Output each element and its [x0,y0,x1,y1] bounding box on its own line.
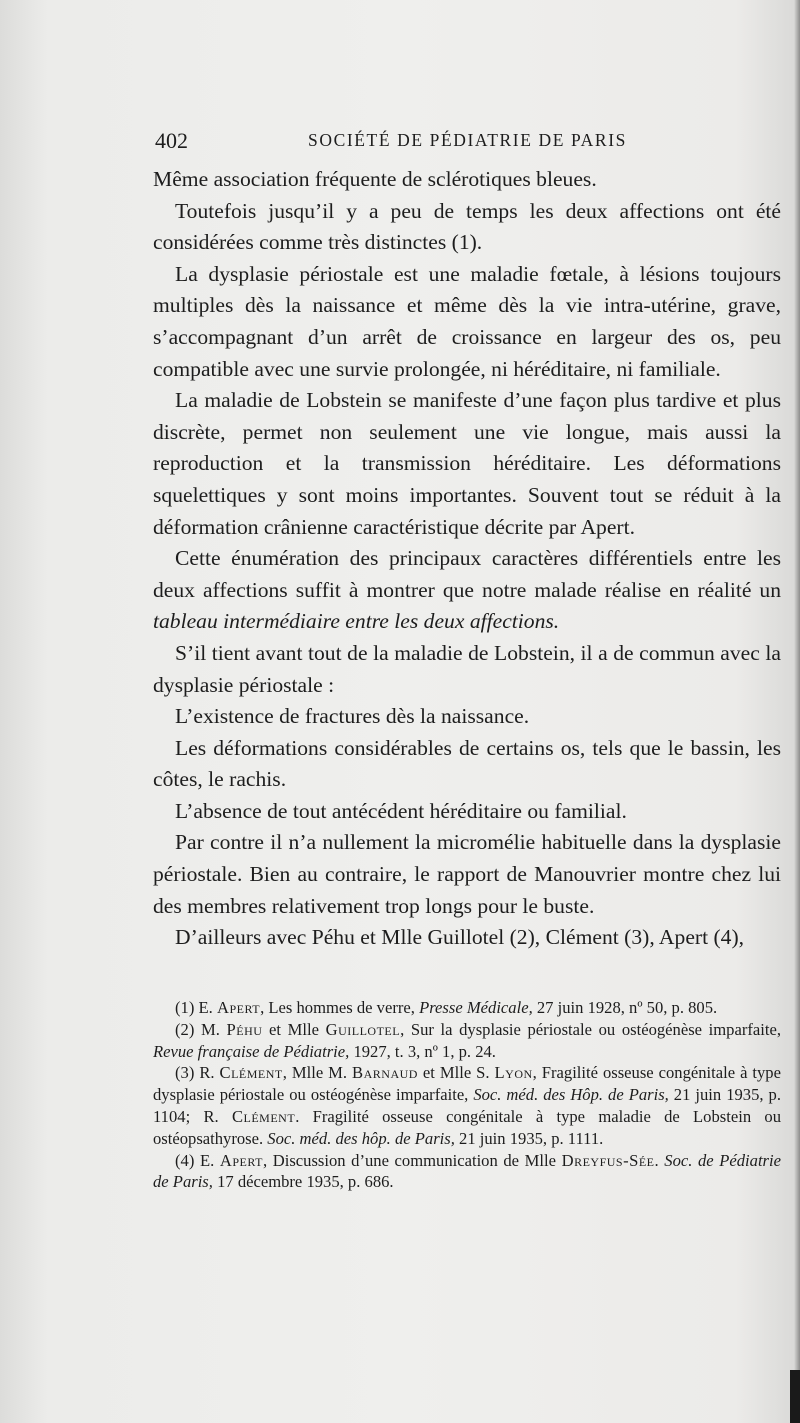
footnote-text: , Sur la dysplasie périostale ou ostéogénèse imparfaite, [400,1019,781,1039]
paragraph: L’existence de fractures dès la naissance. [175,704,530,729]
paragraph [153,543,781,638]
scan-edge-mark [790,1370,800,1423]
footnote-2 [153,1019,781,1063]
author-name: Guillotel [325,1019,401,1039]
body-text [153,164,781,954]
footnote-3 [153,1062,781,1149]
footnotes [153,997,781,1193]
author-name: Lyon [494,1063,533,1083]
footnote-text: et Mlle [262,1019,326,1039]
footnote-text: , Mlle M. [282,1063,353,1083]
paragraph: Même association fréquente de sclérotiques bleues. [153,167,597,191]
journal-title: Revue française de Pédiatrie, [153,1041,350,1061]
paragraph: Par contre il n’a nullement la micromélie habituelle dans la dysplasie périostale. Bien au contraire, le rapport de Manouvrier montre chez lui des membres relativement trop longs pour le buste. [153,830,781,918]
page-number: 402 [155,128,188,153]
author-name: Barnaud [352,1063,418,1083]
author-name: Clément [219,1063,283,1083]
page-edge-shadow [794,0,800,1423]
italic-emphasis: tableau intermédiaire entre les deux affections. [153,609,560,634]
author-name: Dreyfus-Sée [561,1150,655,1170]
author-name: Péhu [226,1019,263,1039]
paragraph: L’absence de tout antécédent héréditaire ou familial. [175,798,627,823]
footnote-text: 27 juin 1928, nº 50, p. 805. [532,998,718,1017]
paragraph: D’ailleurs avec Péhu et Mlle Guillotel (2), Clément (3), Apert (4), [175,925,745,950]
footnote-text: . Fragilité osseuse congénitale à type maladie de Lobstein ou ostéopsathyrose. [153,1106,781,1148]
paragraph: La maladie de Lobstein se manifeste d’une façon plus tardive et plus discrète, permet non seulement une vie longue, mais aussi la reproduction et la transmission héréditaire. Les déformations squelettiques y sont moins importantes. Souvent tout se réduit à la déformation crânienne caractéristique décrite par Apert. [153,388,781,539]
running-title: SOCIÉTÉ DE PÉDIATRIE DE PARIS [308,130,627,150]
paragraph: La dysplasie périostale est une maladie fœtale, à lésions toujours multiples dès la naissance et même dès la vie intra-utérine, grave, s’accompagnant d’un arrêt de croissance en largeur des os, peu compatible avec une survie prolongée, ni héréditaire, ni familiale. [153,261,781,381]
author-name: Apert [216,998,261,1017]
author-name: Apert [219,1150,263,1170]
footnote-text: 17 décembre 1935, p. 686. [212,1172,394,1192]
author-initial: M. [200,1019,220,1039]
footnote-text: , Discussion d’une communication de Mlle [262,1150,562,1170]
footnote-text: et Mlle S. [417,1063,495,1083]
author-initial: R. [199,1063,215,1083]
paragraph: Toutefois jusqu’il y a peu de temps les deux affections ont été considérées comme très distinctes (1). [153,198,781,255]
page-header [155,128,785,158]
footnote-text: , Fragilité osseuse congénitale à type dysplasie périostale ou ostéogénèse imparfaite, [153,1063,781,1105]
footnote-number: (3) [175,1063,195,1083]
paragraph: Les déformations considérables de certains os, tels que le bassin, les côtes, le rachis. [153,735,781,792]
footnote-number: (4) [175,1150,195,1170]
footnote-4 [153,1150,781,1194]
journal-title: Soc. méd. des hôp. de Paris, [267,1128,455,1148]
footnote-text: 21 juin 1935, p. 1104; R. [153,1085,781,1126]
journal-title: Soc. méd. des Hôp. de Paris, [473,1085,669,1105]
footnote-text: . [654,1150,665,1170]
footnote-text: 1927, t. 3, nº 1, p. 24. [349,1041,496,1061]
author-name: Clément [231,1106,296,1126]
footnote-1 [153,997,781,1019]
paragraph: S’il tient avant tout de la maladie de Lobstein, il a de commun avec la dysplasie périostale : [153,640,781,697]
footnote-text: , Les hommes de verre, [260,998,420,1017]
author-initial: E. [199,1150,215,1170]
journal-title: Presse Médicale, [419,998,533,1017]
footnote-number: (1) [175,998,195,1017]
author-initial: E. [198,998,213,1017]
footnote-number: (2) [175,1019,195,1039]
journal-title: Soc. de Pédiatrie de Paris, [153,1150,781,1192]
paragraph-text: Cette énumération des principaux caractères différentiels entre les deux affections suffit à montrer que notre malade réalise en réalité un [153,546,781,602]
footnote-text: 21 juin 1935, p. 1111. [454,1128,604,1148]
